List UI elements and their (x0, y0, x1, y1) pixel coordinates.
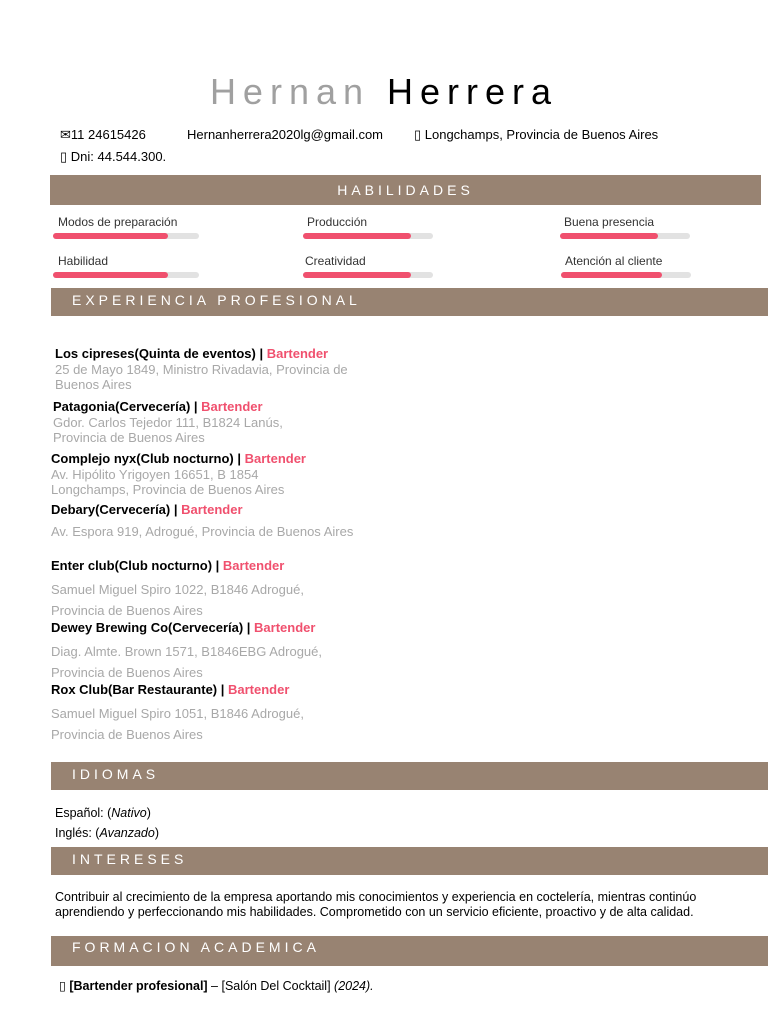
skill-track (303, 272, 433, 278)
job-company: Patagonia(Cervecería) | (53, 399, 202, 414)
skill-item (53, 254, 108, 268)
job-role: Bartender (201, 399, 263, 414)
job-address: Av. Espora 919, Adrogué, Provincia de Buenos Aires (51, 524, 354, 539)
job-address: Samuel Miguel Spiro 1051, B1846 Adrogué, Provincia de Buenos Aires (51, 706, 304, 742)
skill-track (53, 233, 199, 239)
skill-fill (303, 233, 411, 239)
section-interests (51, 847, 768, 875)
language-close: ) (146, 806, 151, 820)
job-role: Bartender (222, 558, 285, 573)
skill-track (561, 272, 691, 278)
skill-label: Habilidad (58, 254, 109, 268)
job-title (51, 682, 341, 698)
job-item (51, 620, 356, 683)
education-bullet: ▯ (59, 979, 70, 993)
section-languages-title: IDIOMAS (72, 766, 160, 782)
interests-text: Contribuir al crecimiento de la empresa aportando mis conocimientos y experiencia en coctelería, mientras continúo aprendiendo y perfeccionando mis habilidades. Comprometido con un servicio eficiente, proactivo y de alta calidad. (55, 890, 697, 919)
skill-label: Buena presencia (564, 215, 655, 229)
skill-item (303, 215, 367, 229)
section-languages (51, 762, 768, 790)
skill-label: Producción (307, 215, 368, 229)
job-role: Bartender (254, 620, 316, 635)
job-role: Bartender (244, 451, 306, 466)
job-address: Gdor. Carlos Tejedor 111, B1824 Lanús, Provincia de Buenos Aires (53, 415, 283, 445)
language-item (55, 826, 159, 841)
skill-track (53, 272, 199, 278)
job-company: Complejo nyx(Club nocturno) | (51, 451, 245, 466)
job-role: Bartender (228, 682, 290, 697)
job-address: Av. Hipólito Yrigoyen 16651, B 1854 Longchamps, Provincia de Buenos Aires (51, 467, 285, 497)
skill-track (303, 233, 433, 239)
skill-item (560, 215, 654, 229)
job-item (53, 399, 328, 445)
skill-item (561, 254, 662, 268)
job-title (51, 502, 356, 518)
job-address: Diag. Almte. Brown 1571, B1846EBG Adrogué, Provincia de Buenos Aires (51, 644, 323, 680)
job-item (51, 451, 319, 497)
location: ▯ Longchamps, Provincia de Buenos Aires (414, 127, 659, 142)
job-role: Bartender (181, 502, 243, 517)
skill-item (303, 254, 366, 268)
job-address: 25 de Mayo 1849, Ministro Rivadavia, Provincia de Buenos Aires (55, 362, 348, 392)
job-title (51, 558, 341, 574)
job-company: Debary(Cervecería) | (51, 502, 182, 517)
job-item (55, 346, 365, 392)
language-level: Nativo (111, 806, 147, 820)
education-year: (2024). (334, 979, 374, 993)
language-name: Español: ( (55, 806, 112, 820)
job-title (51, 620, 356, 636)
education-course: [Bartender profesional] (69, 979, 208, 993)
first-name: Hernan (209, 71, 371, 112)
candidate-name (0, 72, 768, 112)
job-title (55, 346, 365, 362)
last-name: Herrera (387, 71, 559, 112)
job-company: Rox Club(Bar Restaurante) | (51, 682, 228, 697)
section-interests-title: INTERESES (72, 851, 188, 867)
job-address: Samuel Miguel Spiro 1022, B1846 Adrogué, Provincia de Buenos Aires (51, 582, 304, 618)
job-company: Enter club(Club nocturno) | (51, 558, 223, 573)
skill-fill (303, 272, 411, 278)
section-experience-title: EXPERIENCIA PROFESIONAL (72, 292, 361, 308)
job-title (51, 451, 319, 467)
skill-track (560, 233, 690, 239)
job-item (51, 682, 341, 745)
dni: ▯ Dni: 44.544.300. (60, 149, 167, 164)
phone: ✉11 24615426 (60, 127, 146, 142)
skill-label: Atención al cliente (565, 254, 663, 268)
skill-label: Modos de preparación (58, 215, 178, 229)
section-skills: HABILIDADES (50, 175, 761, 205)
job-title (53, 399, 328, 415)
job-item (51, 558, 341, 621)
job-item (51, 502, 356, 539)
skill-fill (561, 272, 662, 278)
skill-item (53, 215, 177, 229)
skill-fill (53, 272, 168, 278)
language-item (55, 806, 151, 821)
job-company: Dewey Brewing Co(Cervecería) | (51, 620, 255, 635)
job-company: Los cipreses(Quinta de eventos) | (55, 346, 267, 361)
education-institution: – [Salón Del Cocktail] (207, 979, 335, 993)
section-education (51, 936, 768, 966)
language-name: Inglés: ( (55, 826, 100, 840)
language-close: ) (154, 826, 160, 840)
skill-label: Creatividad (305, 254, 366, 268)
job-role: Bartender (266, 346, 329, 361)
section-experience (51, 288, 768, 316)
email: Hernanherrera2020lg@gmail.com (187, 127, 384, 142)
section-education-title: FORMACION ACADEMICA (72, 939, 320, 955)
education-item (59, 979, 374, 994)
language-level: Avanzado (99, 826, 155, 840)
skill-fill (53, 233, 168, 239)
skill-fill (560, 233, 658, 239)
